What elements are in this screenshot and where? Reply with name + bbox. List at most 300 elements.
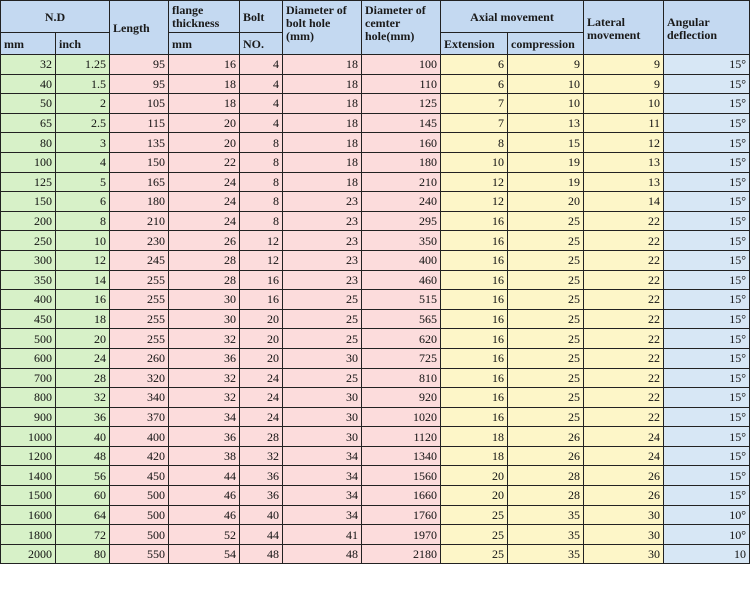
cell-extension: 6 xyxy=(441,74,508,94)
cell-length: 150 xyxy=(110,152,169,172)
cell-center-hole-diameter: 110 xyxy=(362,74,441,94)
cell-lateral-movement: 26 xyxy=(584,466,664,486)
cell-flange-thickness: 18 xyxy=(169,94,240,114)
cell-center-hole-diameter: 565 xyxy=(362,309,441,329)
cell-nd-inch: 56 xyxy=(56,466,110,486)
cell-extension: 16 xyxy=(441,309,508,329)
table-row xyxy=(1,309,750,329)
cell-extension: 16 xyxy=(441,270,508,290)
cell-bolt-no: 20 xyxy=(240,329,283,349)
cell-length: 165 xyxy=(110,172,169,192)
cell-compression: 25 xyxy=(508,290,584,310)
cell-bolt-no: 24 xyxy=(240,368,283,388)
cell-nd-inch: 8 xyxy=(56,211,110,231)
cell-lateral-movement: 22 xyxy=(584,309,664,329)
cell-lateral-movement: 30 xyxy=(584,505,664,525)
cell-angular-deflection: 15° xyxy=(664,250,750,270)
cell-lateral-movement: 24 xyxy=(584,446,664,466)
cell-length: 255 xyxy=(110,270,169,290)
cell-bolt-no: 4 xyxy=(240,113,283,133)
cell-length: 210 xyxy=(110,211,169,231)
cell-nd-inch: 16 xyxy=(56,290,110,310)
cell-flange-thickness: 46 xyxy=(169,505,240,525)
cell-extension: 10 xyxy=(441,152,508,172)
cell-lateral-movement: 22 xyxy=(584,348,664,368)
cell-bolt-hole-diameter: 25 xyxy=(283,290,362,310)
cell-length: 370 xyxy=(110,407,169,427)
cell-nd-mm: 40 xyxy=(1,74,56,94)
cell-nd-mm: 300 xyxy=(1,250,56,270)
cell-nd-inch: 14 xyxy=(56,270,110,290)
cell-angular-deflection: 15° xyxy=(664,231,750,251)
cell-bolt-hole-diameter: 30 xyxy=(283,348,362,368)
cell-center-hole-diameter: 460 xyxy=(362,270,441,290)
cell-length: 500 xyxy=(110,525,169,545)
cell-bolt-no: 24 xyxy=(240,388,283,408)
cell-length: 245 xyxy=(110,250,169,270)
cell-angular-deflection: 10° xyxy=(664,525,750,545)
cell-bolt-no: 40 xyxy=(240,505,283,525)
table-body xyxy=(1,55,750,564)
cell-nd-inch: 12 xyxy=(56,250,110,270)
cell-compression: 10 xyxy=(508,94,584,114)
cell-flange-thickness: 20 xyxy=(169,133,240,153)
cell-angular-deflection: 15° xyxy=(664,309,750,329)
cell-flange-thickness: 38 xyxy=(169,446,240,466)
cell-flange-thickness: 24 xyxy=(169,211,240,231)
cell-compression: 25 xyxy=(508,368,584,388)
table-row xyxy=(1,329,750,349)
cell-extension: 20 xyxy=(441,486,508,506)
table-row xyxy=(1,270,750,290)
cell-extension: 16 xyxy=(441,290,508,310)
cell-angular-deflection: 15° xyxy=(664,133,750,153)
cell-bolt-hole-diameter: 30 xyxy=(283,407,362,427)
cell-bolt-no: 48 xyxy=(240,544,283,564)
cell-angular-deflection: 15° xyxy=(664,192,750,212)
cell-angular-deflection: 15° xyxy=(664,446,750,466)
header-bolt: Bolt xyxy=(240,1,283,33)
table-row xyxy=(1,94,750,114)
cell-flange-thickness: 30 xyxy=(169,309,240,329)
cell-compression: 25 xyxy=(508,211,584,231)
cell-extension: 16 xyxy=(441,250,508,270)
cell-nd-mm: 800 xyxy=(1,388,56,408)
cell-nd-mm: 1800 xyxy=(1,525,56,545)
cell-angular-deflection: 15° xyxy=(664,427,750,447)
cell-center-hole-diameter: 210 xyxy=(362,172,441,192)
cell-nd-mm: 600 xyxy=(1,348,56,368)
cell-bolt-no: 36 xyxy=(240,486,283,506)
cell-nd-mm: 32 xyxy=(1,55,56,75)
table-row xyxy=(1,133,750,153)
cell-compression: 13 xyxy=(508,113,584,133)
cell-flange-thickness: 34 xyxy=(169,407,240,427)
cell-lateral-movement: 22 xyxy=(584,368,664,388)
cell-center-hole-diameter: 1760 xyxy=(362,505,441,525)
cell-extension: 16 xyxy=(441,368,508,388)
cell-angular-deflection: 15° xyxy=(664,407,750,427)
table-row xyxy=(1,407,750,427)
cell-bolt-hole-diameter: 18 xyxy=(283,94,362,114)
cell-length: 340 xyxy=(110,388,169,408)
header-length: Length xyxy=(110,1,169,55)
cell-bolt-no: 20 xyxy=(240,309,283,329)
cell-extension: 6 xyxy=(441,55,508,75)
cell-compression: 25 xyxy=(508,309,584,329)
cell-nd-inch: 60 xyxy=(56,486,110,506)
table-row xyxy=(1,544,750,564)
cell-length: 450 xyxy=(110,466,169,486)
cell-bolt-hole-diameter: 18 xyxy=(283,172,362,192)
cell-angular-deflection: 15° xyxy=(664,94,750,114)
cell-center-hole-diameter: 620 xyxy=(362,329,441,349)
cell-flange-thickness: 54 xyxy=(169,544,240,564)
table-row xyxy=(1,211,750,231)
cell-flange-thickness: 44 xyxy=(169,466,240,486)
cell-nd-inch: 48 xyxy=(56,446,110,466)
cell-nd-mm: 1200 xyxy=(1,446,56,466)
header-axial-movement: Axial movement xyxy=(441,1,584,33)
cell-nd-mm: 150 xyxy=(1,192,56,212)
cell-compression: 25 xyxy=(508,388,584,408)
cell-extension: 16 xyxy=(441,407,508,427)
cell-lateral-movement: 10 xyxy=(584,94,664,114)
cell-compression: 25 xyxy=(508,407,584,427)
cell-length: 255 xyxy=(110,329,169,349)
cell-extension: 25 xyxy=(441,544,508,564)
cell-lateral-movement: 22 xyxy=(584,211,664,231)
cell-compression: 25 xyxy=(508,270,584,290)
cell-angular-deflection: 15° xyxy=(664,74,750,94)
cell-extension: 25 xyxy=(441,525,508,545)
cell-nd-mm: 400 xyxy=(1,290,56,310)
cell-angular-deflection: 15° xyxy=(664,368,750,388)
cell-compression: 15 xyxy=(508,133,584,153)
cell-compression: 35 xyxy=(508,505,584,525)
cell-center-hole-diameter: 2180 xyxy=(362,544,441,564)
cell-bolt-hole-diameter: 48 xyxy=(283,544,362,564)
cell-extension: 18 xyxy=(441,427,508,447)
cell-lateral-movement: 22 xyxy=(584,407,664,427)
cell-bolt-hole-diameter: 25 xyxy=(283,368,362,388)
table-row xyxy=(1,525,750,545)
cell-lateral-movement: 22 xyxy=(584,388,664,408)
cell-nd-inch: 20 xyxy=(56,329,110,349)
cell-nd-mm: 2000 xyxy=(1,544,56,564)
cell-center-hole-diameter: 100 xyxy=(362,55,441,75)
cell-nd-inch: 4 xyxy=(56,152,110,172)
cell-extension: 16 xyxy=(441,348,508,368)
cell-compression: 19 xyxy=(508,152,584,172)
cell-lateral-movement: 13 xyxy=(584,152,664,172)
cell-nd-mm: 1600 xyxy=(1,505,56,525)
table-row xyxy=(1,290,750,310)
cell-extension: 16 xyxy=(441,211,508,231)
cell-bolt-no: 32 xyxy=(240,446,283,466)
cell-bolt-hole-diameter: 34 xyxy=(283,486,362,506)
cell-compression: 25 xyxy=(508,231,584,251)
cell-compression: 10 xyxy=(508,74,584,94)
cell-center-hole-diameter: 180 xyxy=(362,152,441,172)
cell-nd-inch: 36 xyxy=(56,407,110,427)
cell-extension: 8 xyxy=(441,133,508,153)
cell-flange-thickness: 20 xyxy=(169,113,240,133)
cell-angular-deflection: 15° xyxy=(664,290,750,310)
cell-nd-inch: 2.5 xyxy=(56,113,110,133)
cell-flange-thickness: 32 xyxy=(169,329,240,349)
cell-center-hole-diameter: 920 xyxy=(362,388,441,408)
cell-lateral-movement: 30 xyxy=(584,525,664,545)
cell-nd-mm: 500 xyxy=(1,329,56,349)
cell-compression: 19 xyxy=(508,172,584,192)
cell-extension: 16 xyxy=(441,388,508,408)
cell-extension: 25 xyxy=(441,505,508,525)
cell-center-hole-diameter: 295 xyxy=(362,211,441,231)
header-diameter-center-hole: Diameter of cemter hole(mm) xyxy=(362,1,441,55)
cell-angular-deflection: 15° xyxy=(664,55,750,75)
cell-nd-mm: 80 xyxy=(1,133,56,153)
cell-nd-mm: 450 xyxy=(1,309,56,329)
cell-nd-mm: 200 xyxy=(1,211,56,231)
cell-lateral-movement: 22 xyxy=(584,270,664,290)
table-row xyxy=(1,427,750,447)
cell-bolt-hole-diameter: 25 xyxy=(283,309,362,329)
header-inch: inch xyxy=(56,33,110,55)
table-row xyxy=(1,113,750,133)
cell-bolt-hole-diameter: 25 xyxy=(283,329,362,349)
cell-length: 420 xyxy=(110,446,169,466)
cell-extension: 7 xyxy=(441,113,508,133)
cell-extension: 16 xyxy=(441,329,508,349)
cell-extension: 20 xyxy=(441,466,508,486)
cell-angular-deflection: 10° xyxy=(664,505,750,525)
cell-nd-inch: 32 xyxy=(56,388,110,408)
cell-compression: 35 xyxy=(508,525,584,545)
cell-length: 95 xyxy=(110,74,169,94)
header-extension: Extension xyxy=(441,33,508,55)
cell-bolt-hole-diameter: 34 xyxy=(283,466,362,486)
cell-length: 260 xyxy=(110,348,169,368)
cell-length: 135 xyxy=(110,133,169,153)
cell-compression: 20 xyxy=(508,192,584,212)
cell-lateral-movement: 11 xyxy=(584,113,664,133)
cell-center-hole-diameter: 160 xyxy=(362,133,441,153)
cell-bolt-no: 16 xyxy=(240,290,283,310)
cell-bolt-hole-diameter: 18 xyxy=(283,74,362,94)
cell-lateral-movement: 13 xyxy=(584,172,664,192)
cell-bolt-hole-diameter: 23 xyxy=(283,270,362,290)
cell-compression: 35 xyxy=(508,544,584,564)
cell-compression: 25 xyxy=(508,348,584,368)
header-diameter-bolt-hole: Diameter of bolt hole (mm) xyxy=(283,1,362,55)
cell-flange-thickness: 24 xyxy=(169,172,240,192)
table-row xyxy=(1,231,750,251)
header-bolt-no: NO. xyxy=(240,33,283,55)
cell-nd-mm: 250 xyxy=(1,231,56,251)
cell-nd-inch: 72 xyxy=(56,525,110,545)
cell-length: 255 xyxy=(110,309,169,329)
cell-bolt-hole-diameter: 30 xyxy=(283,427,362,447)
cell-nd-inch: 6 xyxy=(56,192,110,212)
cell-lateral-movement: 26 xyxy=(584,486,664,506)
cell-extension: 12 xyxy=(441,172,508,192)
cell-center-hole-diameter: 725 xyxy=(362,348,441,368)
table-row xyxy=(1,505,750,525)
cell-nd-inch: 18 xyxy=(56,309,110,329)
cell-center-hole-diameter: 125 xyxy=(362,94,441,114)
cell-lateral-movement: 12 xyxy=(584,133,664,153)
cell-bolt-no: 8 xyxy=(240,211,283,231)
table-row xyxy=(1,250,750,270)
cell-nd-mm: 1500 xyxy=(1,486,56,506)
cell-bolt-no: 20 xyxy=(240,348,283,368)
cell-flange-thickness: 46 xyxy=(169,486,240,506)
table-row xyxy=(1,368,750,388)
cell-lateral-movement: 22 xyxy=(584,329,664,349)
cell-bolt-no: 44 xyxy=(240,525,283,545)
cell-nd-inch: 3 xyxy=(56,133,110,153)
cell-angular-deflection: 15° xyxy=(664,329,750,349)
cell-extension: 12 xyxy=(441,192,508,212)
cell-flange-thickness: 18 xyxy=(169,74,240,94)
cell-nd-mm: 50 xyxy=(1,94,56,114)
cell-flange-thickness: 16 xyxy=(169,55,240,75)
cell-nd-inch: 2 xyxy=(56,94,110,114)
cell-length: 500 xyxy=(110,505,169,525)
cell-nd-inch: 40 xyxy=(56,427,110,447)
cell-length: 400 xyxy=(110,427,169,447)
cell-length: 115 xyxy=(110,113,169,133)
cell-extension: 18 xyxy=(441,446,508,466)
cell-angular-deflection: 15° xyxy=(664,348,750,368)
cell-compression: 28 xyxy=(508,466,584,486)
cell-extension: 16 xyxy=(441,231,508,251)
cell-bolt-hole-diameter: 34 xyxy=(283,505,362,525)
cell-lateral-movement: 22 xyxy=(584,290,664,310)
cell-center-hole-diameter: 1560 xyxy=(362,466,441,486)
cell-compression: 25 xyxy=(508,250,584,270)
cell-length: 500 xyxy=(110,486,169,506)
cell-center-hole-diameter: 1340 xyxy=(362,446,441,466)
cell-bolt-no: 8 xyxy=(240,152,283,172)
cell-nd-inch: 1.5 xyxy=(56,74,110,94)
cell-bolt-no: 24 xyxy=(240,407,283,427)
cell-flange-thickness: 36 xyxy=(169,348,240,368)
cell-bolt-hole-diameter: 18 xyxy=(283,133,362,153)
cell-flange-thickness: 26 xyxy=(169,231,240,251)
cell-lateral-movement: 30 xyxy=(584,544,664,564)
cell-length: 105 xyxy=(110,94,169,114)
cell-center-hole-diameter: 1020 xyxy=(362,407,441,427)
cell-bolt-no: 28 xyxy=(240,427,283,447)
cell-bolt-hole-diameter: 23 xyxy=(283,211,362,231)
cell-nd-inch: 5 xyxy=(56,172,110,192)
cell-length: 95 xyxy=(110,55,169,75)
cell-bolt-no: 12 xyxy=(240,250,283,270)
cell-nd-inch: 28 xyxy=(56,368,110,388)
cell-nd-mm: 1400 xyxy=(1,466,56,486)
cell-flange-thickness: 22 xyxy=(169,152,240,172)
cell-lateral-movement: 22 xyxy=(584,231,664,251)
cell-nd-inch: 64 xyxy=(56,505,110,525)
table-row xyxy=(1,192,750,212)
cell-nd-inch: 1.25 xyxy=(56,55,110,75)
cell-center-hole-diameter: 400 xyxy=(362,250,441,270)
cell-angular-deflection: 15° xyxy=(664,466,750,486)
cell-bolt-no: 16 xyxy=(240,270,283,290)
cell-bolt-hole-diameter: 30 xyxy=(283,388,362,408)
cell-center-hole-diameter: 810 xyxy=(362,368,441,388)
cell-compression: 26 xyxy=(508,446,584,466)
cell-nd-mm: 350 xyxy=(1,270,56,290)
table-row xyxy=(1,172,750,192)
cell-angular-deflection: 15° xyxy=(664,152,750,172)
cell-bolt-hole-diameter: 18 xyxy=(283,55,362,75)
cell-extension: 7 xyxy=(441,94,508,114)
cell-bolt-no: 4 xyxy=(240,55,283,75)
cell-nd-inch: 10 xyxy=(56,231,110,251)
cell-angular-deflection: 15° xyxy=(664,486,750,506)
cell-nd-mm: 1000 xyxy=(1,427,56,447)
cell-compression: 9 xyxy=(508,55,584,75)
cell-bolt-no: 4 xyxy=(240,74,283,94)
cell-compression: 25 xyxy=(508,329,584,349)
cell-flange-thickness: 32 xyxy=(169,368,240,388)
cell-nd-mm: 100 xyxy=(1,152,56,172)
cell-center-hole-diameter: 350 xyxy=(362,231,441,251)
cell-flange-thickness: 52 xyxy=(169,525,240,545)
cell-bolt-hole-diameter: 23 xyxy=(283,192,362,212)
header-compression: compression xyxy=(508,33,584,55)
header-mm: mm xyxy=(1,33,56,55)
cell-center-hole-diameter: 1120 xyxy=(362,427,441,447)
cell-bolt-no: 4 xyxy=(240,94,283,114)
cell-bolt-no: 8 xyxy=(240,192,283,212)
header-flange-thickness: flange thickness xyxy=(169,1,240,33)
header-angular-deflection: Angular deflection xyxy=(664,1,750,55)
cell-bolt-no: 36 xyxy=(240,466,283,486)
cell-lateral-movement: 24 xyxy=(584,427,664,447)
cell-center-hole-diameter: 240 xyxy=(362,192,441,212)
cell-nd-mm: 900 xyxy=(1,407,56,427)
cell-bolt-hole-diameter: 23 xyxy=(283,231,362,251)
header-nd: N.D xyxy=(1,1,110,33)
cell-angular-deflection: 15° xyxy=(664,113,750,133)
cell-nd-inch: 80 xyxy=(56,544,110,564)
cell-lateral-movement: 9 xyxy=(584,55,664,75)
table-row xyxy=(1,152,750,172)
cell-flange-thickness: 28 xyxy=(169,270,240,290)
cell-compression: 26 xyxy=(508,427,584,447)
cell-flange-thickness: 30 xyxy=(169,290,240,310)
cell-flange-thickness: 28 xyxy=(169,250,240,270)
cell-center-hole-diameter: 1660 xyxy=(362,486,441,506)
cell-bolt-hole-diameter: 41 xyxy=(283,525,362,545)
cell-center-hole-diameter: 145 xyxy=(362,113,441,133)
cell-bolt-hole-diameter: 18 xyxy=(283,113,362,133)
cell-length: 320 xyxy=(110,368,169,388)
cell-angular-deflection: 15° xyxy=(664,211,750,231)
cell-length: 180 xyxy=(110,192,169,212)
cell-angular-deflection: 15° xyxy=(664,172,750,192)
cell-bolt-hole-diameter: 23 xyxy=(283,250,362,270)
cell-nd-mm: 700 xyxy=(1,368,56,388)
cell-lateral-movement: 22 xyxy=(584,250,664,270)
cell-flange-thickness: 24 xyxy=(169,192,240,212)
cell-center-hole-diameter: 1970 xyxy=(362,525,441,545)
cell-length: 550 xyxy=(110,544,169,564)
